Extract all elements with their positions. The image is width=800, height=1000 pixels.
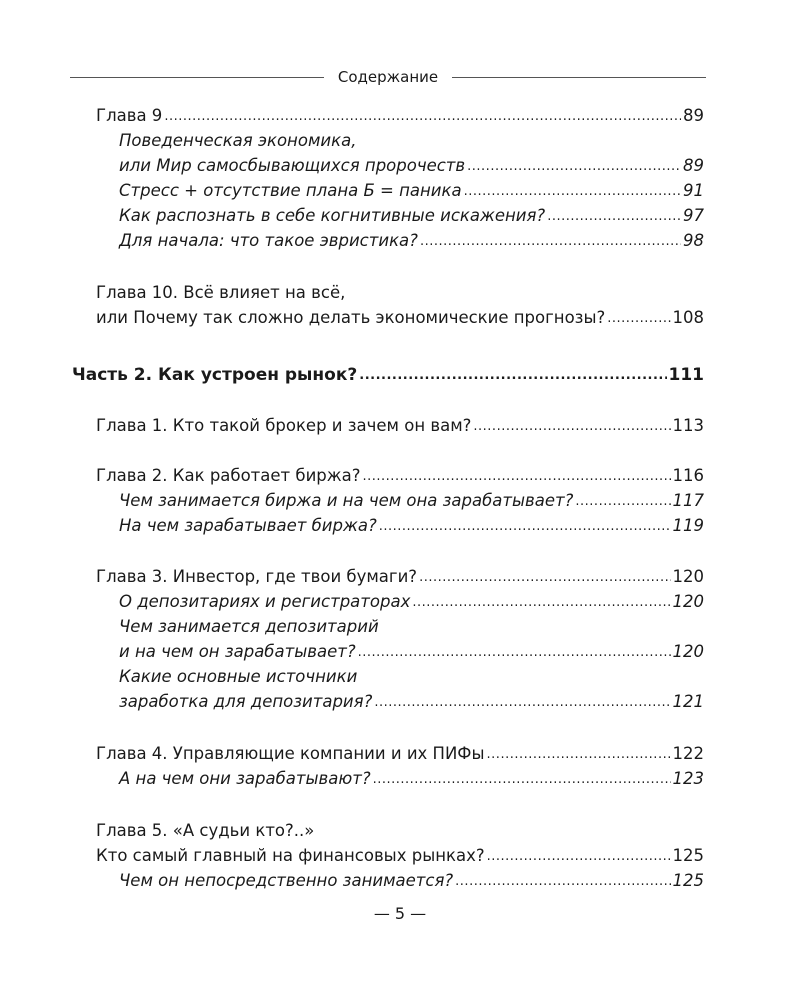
toc-entry (119, 664, 704, 689)
toc-entry-title: Глава 10. Всё влияет на всё, (96, 283, 346, 302)
dot-leader (467, 152, 681, 179)
toc-entry-page: 125 (672, 846, 704, 865)
page-title: Содержание (337, 68, 439, 86)
dot-leader (455, 867, 670, 894)
toc-entry (96, 103, 704, 128)
toc-entry (96, 413, 704, 438)
toc-entry-title: Глава 3. Инвестор, где твои бумаги? (96, 567, 418, 586)
dot-leader (547, 202, 681, 229)
toc-entry (119, 689, 704, 714)
toc-entry-title: Поведенческая экономика, (119, 131, 357, 150)
dot-leader (164, 102, 681, 129)
toc-entry-page: 98 (683, 231, 704, 250)
toc-entry-title: Глава 1. Кто такой брокер и зачем он вам? (96, 416, 472, 435)
toc-entry-page: 89 (683, 156, 704, 175)
toc-entry (96, 741, 704, 766)
toc-entry-title: Чем занимается биржа и на чем она зарабатывает? (119, 491, 574, 510)
toc-entry (119, 639, 704, 664)
toc-entry (96, 843, 704, 868)
dot-leader (363, 462, 671, 489)
toc-entry (119, 203, 704, 228)
toc-entry-title: Чем он непосредственно занимается? (119, 871, 454, 890)
toc-entry-page: 122 (672, 744, 704, 763)
toc-entry-page: 97 (683, 206, 704, 225)
toc-entry (119, 513, 704, 538)
toc-entry (119, 128, 704, 153)
toc-entry-page: 120 (672, 592, 704, 611)
toc-entry-title: Глава 4. Управляющие компании и их ПИФы (96, 744, 485, 763)
toc-entry-page: 119 (672, 516, 704, 535)
dot-leader (419, 563, 670, 590)
toc-entry-title: На чем зарабатывает биржа? (119, 516, 377, 535)
dot-leader (487, 842, 671, 869)
toc-entry (119, 766, 704, 791)
page-number: — 5 — (373, 904, 427, 923)
toc-entry-page: 108 (672, 308, 704, 327)
toc-entry-title: Как распознать в себе когнитивные искажения? (119, 206, 546, 225)
toc-entry (96, 463, 704, 488)
dot-leader (473, 412, 670, 439)
toc-entry-title: Глава 5. «А судьи кто?..» (96, 821, 315, 840)
toc-entry-page: 123 (672, 769, 704, 788)
toc-entry-page: 120 (672, 567, 704, 586)
dot-leader (464, 177, 681, 204)
toc-entry-title: или Почему так сложно делать экономические прогнозы? (96, 308, 606, 327)
toc-entry-title: или Мир самосбывающихся пророчеств (119, 156, 466, 175)
toc-entry (119, 228, 704, 253)
toc-entry-title: Кто самый главный на финансовых рынках? (96, 846, 485, 865)
toc-entry-title: Глава 2. Как работает биржа? (96, 466, 361, 485)
toc-entry-title: О депозитариях и регистраторах (119, 592, 411, 611)
toc-entry-title: и на чем он зарабатывает? (119, 642, 356, 661)
toc-entry (119, 488, 704, 513)
toc-entry-title: Чем занимается депозитарий (119, 617, 379, 636)
toc-entry-title: Стресс + отсутствие плана Б = паника (119, 181, 462, 200)
toc-entry-page: 125 (672, 871, 704, 890)
toc-entry-title: Часть 2. Как устроен рынок? (72, 365, 358, 385)
toc-entry-page: 120 (672, 642, 704, 661)
toc-entry (96, 280, 704, 305)
dot-leader (358, 638, 671, 665)
dot-leader (374, 688, 670, 715)
toc-entry-title: А на чем они зарабатывают? (119, 769, 371, 788)
toc-entry (119, 589, 704, 614)
toc-entry-page: 116 (672, 466, 704, 485)
toc-entry (96, 564, 704, 589)
dot-leader (373, 765, 671, 792)
dot-leader (412, 588, 670, 615)
toc-entry-page: 113 (672, 416, 704, 435)
toc-part-entry (72, 363, 704, 388)
toc-entry-page: 91 (683, 181, 704, 200)
toc-entry-title: Какие основные источники (119, 667, 358, 686)
toc-entry (119, 868, 704, 893)
toc-entry-title: Для начала: что такое эвристика? (119, 231, 418, 250)
toc-entry-title: заработка для депозитария? (119, 692, 373, 711)
dot-leader (359, 362, 666, 388)
toc-entry (119, 178, 704, 203)
toc-entry-page: 121 (672, 692, 704, 711)
toc-entry (96, 818, 704, 843)
toc-entry (119, 153, 704, 178)
dot-leader (607, 304, 670, 331)
toc-entry (96, 305, 704, 330)
dot-leader (420, 227, 681, 254)
toc-entry-title: Глава 9 (96, 106, 163, 125)
toc-entry-page: 111 (668, 365, 704, 385)
toc-entry-page: 117 (672, 491, 704, 510)
dot-leader (575, 487, 670, 514)
dot-leader (487, 740, 671, 767)
dot-leader (379, 512, 671, 539)
toc-entry (119, 614, 704, 639)
toc-entry-page: 89 (683, 106, 704, 125)
